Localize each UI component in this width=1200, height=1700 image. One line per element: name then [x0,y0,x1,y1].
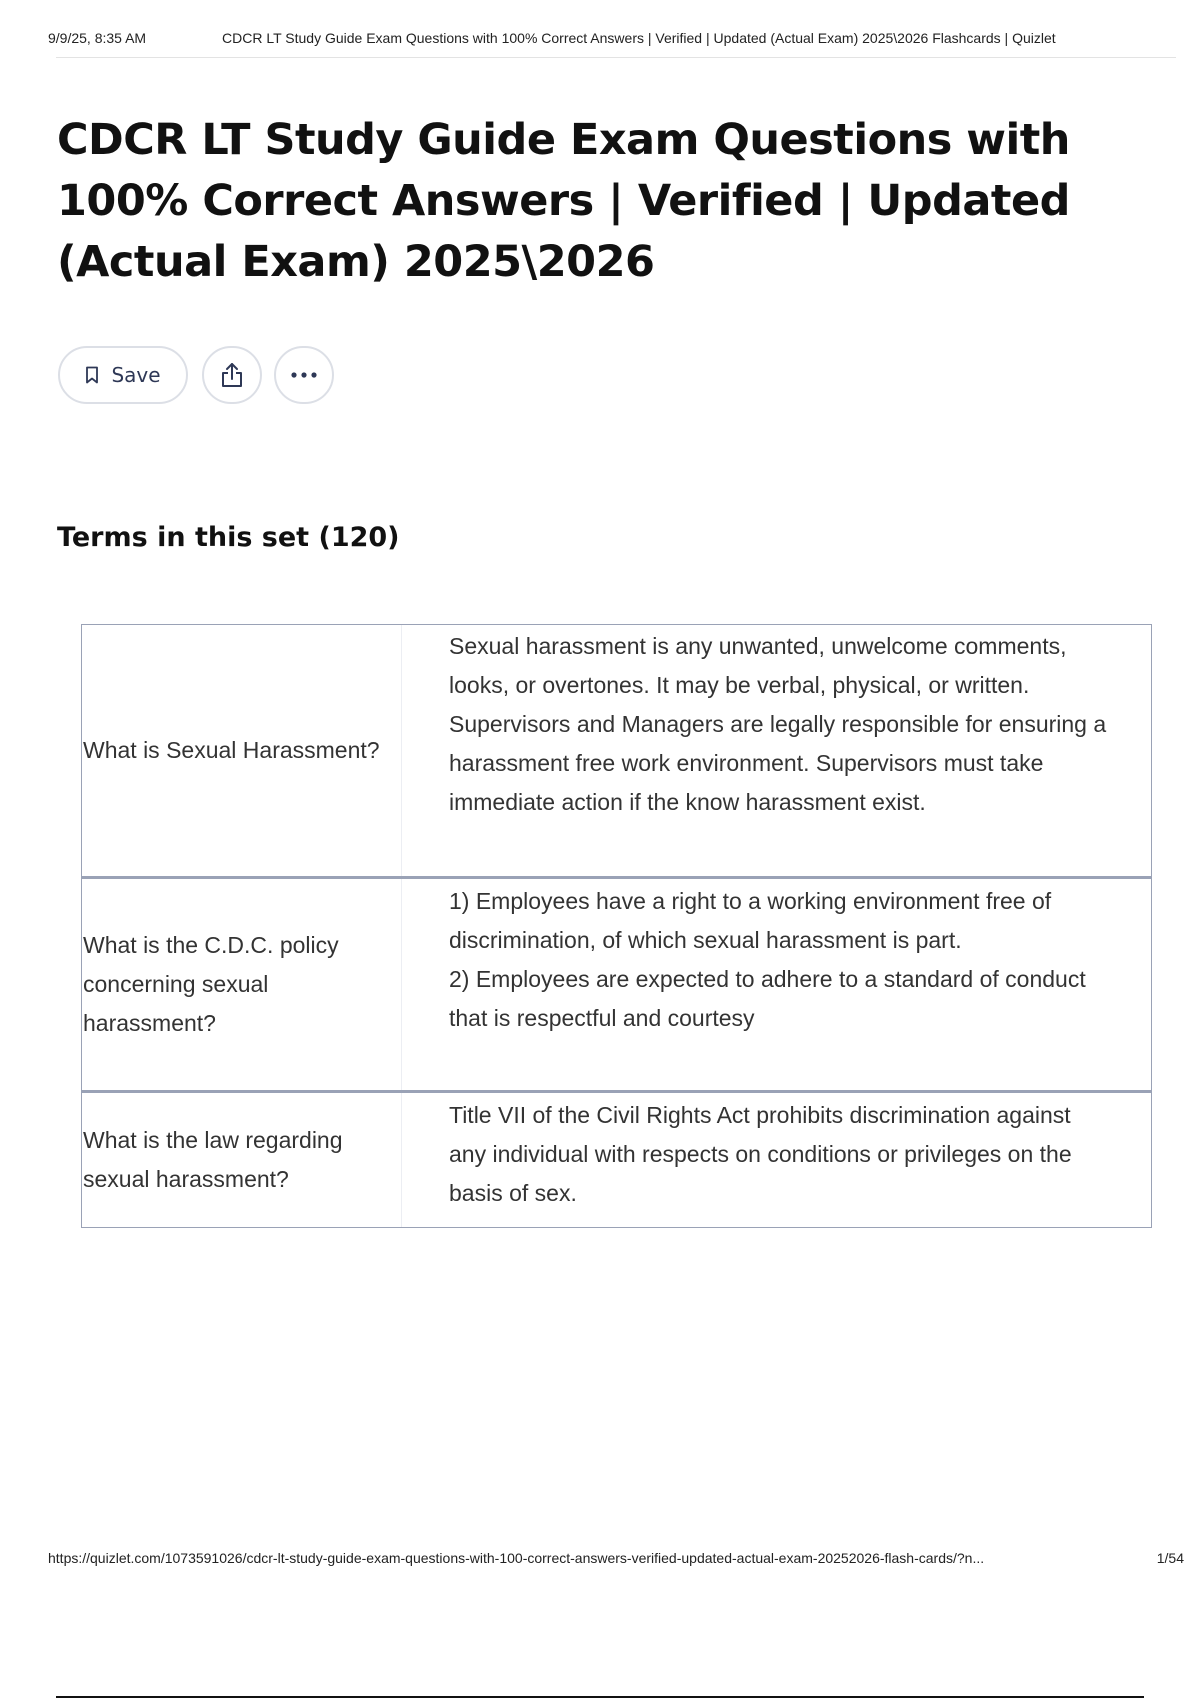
term-word: What is Sexual Harassment? [82,625,402,876]
save-button[interactable] [58,346,188,404]
terms-table [81,624,1152,1228]
header-divider [56,57,1176,58]
page-bottom-divider [56,1696,1144,1698]
print-footer [48,1550,1184,1570]
print-document-title: CDCR LT Study Guide Exam Questions with 100% Correct Answers | Verified | Updated (Actual Exam) 2025\2026 Flashcards | Quizlet [222,30,1056,46]
page-title: CDCR LT Study Guide Exam Questions with 100% Correct Answers | Verified | Updated (Actual Exam) 2025\2026 [57,115,1070,287]
term-word: What is the law regarding sexual harassment? [82,1093,402,1227]
share-button[interactable] [202,346,262,404]
term-row [82,879,1151,1093]
print-header [48,30,1184,52]
more-options-icon [290,371,318,379]
term-row [82,1093,1151,1227]
more-options-button[interactable] [274,346,334,404]
term-row [82,625,1151,879]
term-word: What is the C.D.C. policy concerning sexual harassment? [82,879,402,1090]
share-icon [219,361,245,389]
term-definition: Sexual harassment is any unwanted, unwelcome comments, looks, or overtones. It may be verbal, physical, or written. Supervisors and Managers are legally responsible for ensuring a harassment free work environment. Supervisors must take immediate action if the know harassment exist. [449,633,1107,815]
terms-heading: Terms in this set (120) [57,522,400,553]
term-definition: Title VII of the Civil Rights Act prohibits discrimination against any individual with respects on conditions or privileges on the basis of sex. [449,1102,1072,1206]
term-definition: 1) Employees have a right to a working environment free of discrimination, of which sexual harassment is part. 2) Employees are expected to adhere to a standard of conduct that is respectful and courtesy [449,888,1086,1031]
print-page-number: 1/54 [1156,1550,1184,1566]
print-url: https://quizlet.com/1073591026/cdcr-lt-study-guide-exam-questions-with-100-correct-answers-verified-updated-actual-exam-20252026-flash-cards/?n... [48,1550,985,1566]
bookmark-icon [85,366,99,384]
save-button-label: Save [111,363,161,387]
print-date: 9/9/25, 8:35 AM [48,30,147,46]
